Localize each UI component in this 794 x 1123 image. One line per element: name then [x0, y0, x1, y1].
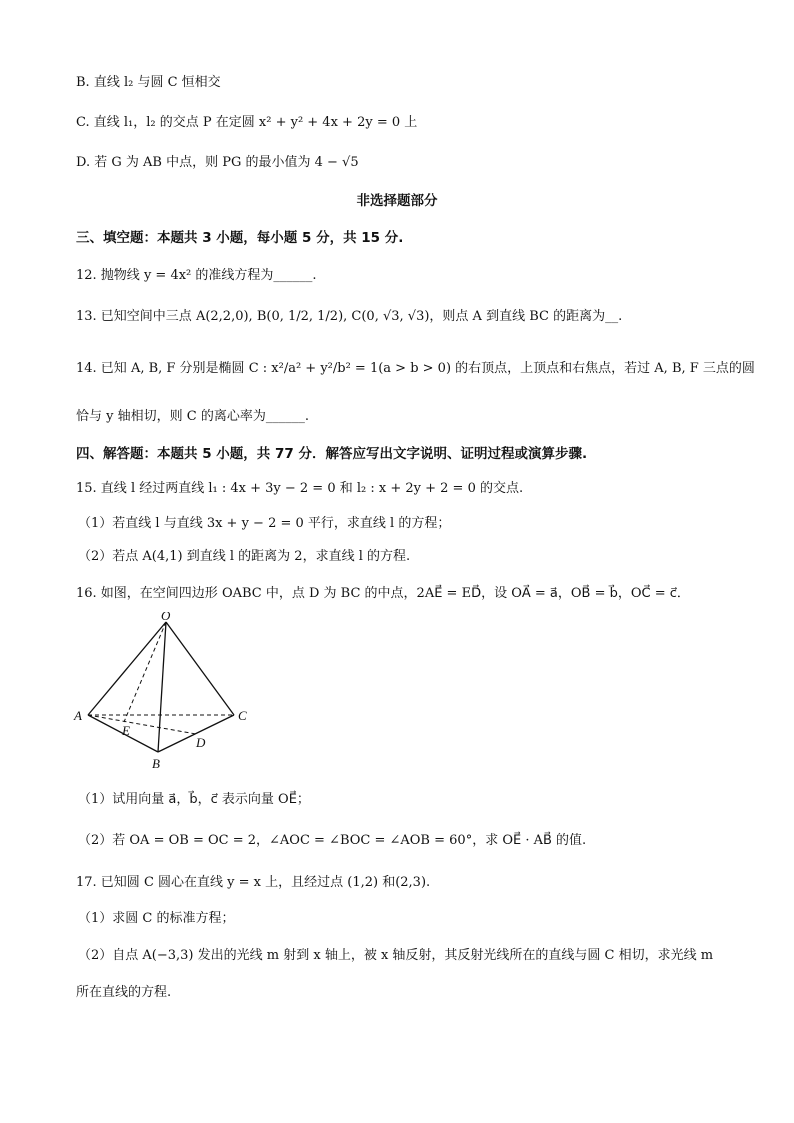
- tetrahedron-figure: [66, 612, 266, 777]
- question-15-part-2: （2）若点 A(4,1) 到直线 l 的距离为 2，求直线 l 的方程.: [78, 549, 411, 564]
- question-12: 12. 抛物线 y = 4x² 的准线方程为______.: [76, 268, 317, 283]
- section-3-heading: 三、填空题：本题共 3 小题，每小题 5 分，共 15 分.: [76, 230, 404, 246]
- option-b: B. 直线 l₂ 与圆 C 恒相交: [76, 75, 221, 90]
- label-a: A: [74, 708, 82, 723]
- edge-ob: [158, 622, 166, 752]
- question-14-line-1: 14. 已知 A, B, F 分别是椭圆 C : x²/a² + y²/b² = 1(a > b > 0) 的右顶点，上顶点和右焦点，若过 A, B, F 三点的圆: [76, 361, 755, 376]
- segment-oe-hidden: [124, 622, 166, 722]
- question-13: 13. 已知空间中三点 A(2,2,0), B(0, 1/2, 1/2), C(0, √3, √3)，则点 A 到直线 BC 的距离为__.: [76, 309, 623, 324]
- question-15-part-1: （1）若直线 l 与直线 3x + y − 2 = 0 平行，求直线 l 的方程；: [78, 516, 451, 531]
- edge-oa: [88, 622, 166, 715]
- option-c: C. 直线 l₁，l₂ 的交点 P 在定圆 x² + y² + 4x + 2y = 0 上: [76, 115, 418, 130]
- label-c: C: [238, 708, 247, 723]
- label-o: O: [161, 612, 171, 623]
- question-17-part-2-line-1: （2）自点 A(−3,3) 发出的光线 m 射到 x 轴上，被 x 轴反射，其反射光线所在的直线与圆 C 相切，求光线 m: [78, 948, 714, 963]
- section-4-heading: 四、解答题：本题共 5 小题，共 77 分．解答应写出文字说明、证明过程或演算步骤.: [76, 446, 588, 462]
- segment-ad-hidden: [88, 715, 196, 734]
- question-15: 15. 直线 l 经过两直线 l₁ : 4x + 3y − 2 = 0 和 l₂ : x + 2y + 2 = 0 的交点.: [76, 481, 524, 496]
- label-d: D: [196, 735, 206, 750]
- part-title: 非选择题部分: [356, 193, 438, 209]
- label-e: E: [122, 723, 130, 738]
- question-17: 17. 已知圆 C 圆心在直线 y = x 上，且经过点 (1,2) 和(2,3).: [76, 875, 431, 890]
- question-16-part-1: （1）试用向量 a⃗，b⃗，c⃗ 表示向量 OE⃗；: [78, 792, 310, 807]
- question-16: 16. 如图，在空间四边形 OABC 中，点 D 为 BC 的中点，2AE⃗ = ED⃗，设 OA⃗ = a⃗，OB⃗ = b⃗，OC⃗ = c⃗．: [76, 586, 690, 601]
- option-d: D. 若 G 为 AB 中点，则 PG 的最小值为 4 − √5: [76, 155, 359, 170]
- question-14-line-2: 恰与 y 轴相切，则 C 的离心率为______.: [76, 409, 309, 424]
- question-17-part-2-line-2: 所在直线的方程.: [76, 985, 172, 1000]
- edge-oc: [166, 622, 234, 715]
- label-b: B: [152, 756, 160, 771]
- question-17-part-1: （1）求圆 C 的标准方程；: [78, 911, 235, 926]
- question-16-part-2: （2）若 OA = OB = OC = 2，∠AOC = ∠BOC = ∠AOB = 60°，求 OE⃗ · AB⃗ 的值.: [78, 833, 587, 848]
